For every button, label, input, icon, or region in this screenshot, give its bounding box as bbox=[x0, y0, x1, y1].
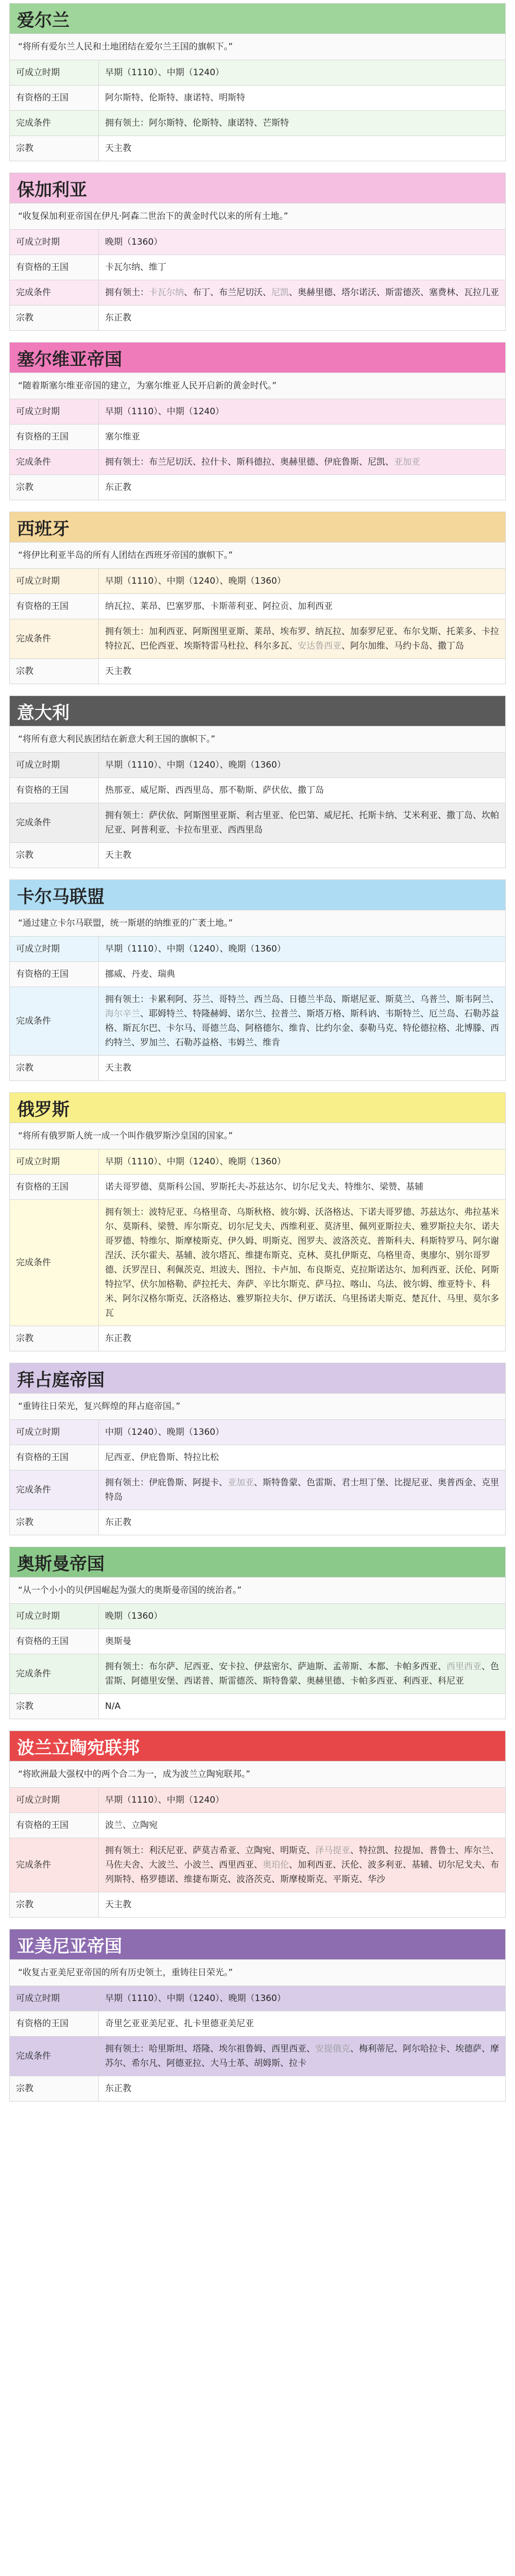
territory-text: 、阿尔加维、马约卡岛、撒丁岛 bbox=[341, 641, 464, 651]
territory-muted: 奥珀伦 bbox=[263, 1860, 289, 1870]
row-value bbox=[99, 987, 506, 1056]
row-value bbox=[99, 1838, 506, 1892]
row-value: 东正教 bbox=[99, 2076, 506, 2102]
territory-text: 、奥赫里德、塔尔诺沃、斯雷德茨、塞费林、瓦拉几亚 bbox=[289, 287, 499, 298]
nation-info-table bbox=[10, 60, 505, 161]
table-row bbox=[10, 60, 505, 86]
nation-motto: “通过建立卡尔马联盟，统一斯堪的纳维亚的广袤土地。” bbox=[10, 910, 505, 936]
row-label: 可成立时期 bbox=[10, 399, 99, 425]
table-row bbox=[10, 1510, 505, 1535]
row-value-prefix: 拥有领土： bbox=[105, 626, 149, 637]
row-value: 阿尔斯特、伦斯特、康诺特、明斯特 bbox=[99, 86, 506, 111]
nation-info-table bbox=[10, 1787, 505, 1917]
territory-text: 布尔萨、尼西亚、安卡拉、伊兹密尔、萨迪斯、孟蒂斯、本都、卡帕多西亚、 bbox=[149, 1662, 447, 1672]
territory-muted: 尼凯 bbox=[271, 287, 289, 298]
row-label: 完成条件 bbox=[10, 450, 99, 475]
table-row bbox=[10, 1200, 505, 1326]
row-value-prefix: 拥有领土： bbox=[105, 287, 149, 298]
table-row bbox=[10, 2037, 505, 2076]
nation-info-table bbox=[10, 568, 505, 684]
nation-section bbox=[9, 1547, 506, 1719]
territory-muted: 亚加亚 bbox=[228, 1478, 254, 1488]
table-row bbox=[10, 1654, 505, 1694]
table-row bbox=[10, 987, 505, 1056]
table-row bbox=[10, 399, 505, 425]
row-label: 宗教 bbox=[10, 1510, 99, 1535]
territory-text: 卡累利阿、芬兰、哥特兰、西兰岛、日德兰半岛、斯堪尼亚、斯莫兰、乌普兰、斯韦阿兰、 bbox=[149, 994, 499, 1005]
table-row bbox=[10, 255, 505, 280]
nation-motto: “将所有俄罗斯人统一成一个叫作俄罗斯沙皇国的国家。” bbox=[10, 1123, 505, 1149]
nation-info-table bbox=[10, 1419, 505, 1535]
row-label: 完成条件 bbox=[10, 111, 99, 136]
row-label: 有资格的王国 bbox=[10, 778, 99, 803]
row-label: 有资格的王国 bbox=[10, 962, 99, 987]
table-row bbox=[10, 136, 505, 161]
table-row bbox=[10, 659, 505, 684]
nation-info-table bbox=[10, 752, 505, 868]
territory-text: 利沃尼亚、萨莫吉希亚、立陶宛、明斯克、 bbox=[149, 1845, 315, 1856]
nation-section bbox=[9, 1363, 506, 1535]
territory-text: 、特拉凯、拉提加、普鲁士、库尔兰、马佐夫舍、大波兰、小波兰、西里西亚、 bbox=[105, 1845, 499, 1870]
row-label: 可成立时期 bbox=[10, 1420, 99, 1445]
territory-text: 哈里斯坦、塔隆、埃尔祖鲁姆、西里西亚、 bbox=[149, 2044, 315, 2054]
table-row bbox=[10, 1470, 505, 1510]
nation-title: 塞尔维亚帝国 bbox=[10, 343, 505, 372]
row-label: 有资格的王国 bbox=[10, 255, 99, 280]
nation-motto: “重铸往日荣光，复兴辉煌的拜占庭帝国。” bbox=[10, 1393, 505, 1419]
row-value bbox=[99, 1654, 506, 1694]
row-label: 完成条件 bbox=[10, 280, 99, 306]
nation-title: 拜占庭帝国 bbox=[10, 1363, 505, 1393]
row-label: 有资格的王国 bbox=[10, 425, 99, 450]
row-value: 天主教 bbox=[99, 659, 506, 684]
row-value: 挪威、丹麦、瑞典 bbox=[99, 962, 506, 987]
row-value: 东正教 bbox=[99, 306, 506, 331]
nation-motto: “随着斯塞尔维亚帝国的建立，为塞尔维亚人民开启新的黄金时代。” bbox=[10, 372, 505, 399]
row-label: 可成立时期 bbox=[10, 753, 99, 778]
row-label: 可成立时期 bbox=[10, 569, 99, 594]
nation-info-table bbox=[10, 1149, 505, 1351]
row-value-prefix: 拥有领土： bbox=[105, 1845, 149, 1856]
nation-section bbox=[9, 1092, 506, 1351]
territory-muted: 西里西亚 bbox=[447, 1662, 482, 1672]
row-label: 宗教 bbox=[10, 306, 99, 331]
row-label: 可成立时期 bbox=[10, 1604, 99, 1629]
nation-section bbox=[9, 512, 506, 684]
row-value bbox=[99, 450, 506, 475]
row-value: 尼西亚、伊庇鲁斯、特拉比松 bbox=[99, 1445, 506, 1470]
table-row bbox=[10, 306, 505, 331]
row-label: 有资格的王国 bbox=[10, 594, 99, 619]
row-label: 宗教 bbox=[10, 843, 99, 868]
row-value bbox=[99, 2037, 506, 2076]
table-row bbox=[10, 1694, 505, 1719]
territory-muted: 亚加亚 bbox=[394, 457, 420, 467]
row-value-prefix: 拥有领土： bbox=[105, 2044, 149, 2054]
nation-title: 亚美尼亚帝国 bbox=[10, 1929, 505, 1959]
territory-text: 、梅利蒂尼、阿尔哈拉卡、埃德萨、摩苏尔、希尔凡、阿德亚拉、大马士革、胡姆斯、拉卡 bbox=[105, 2044, 499, 2069]
row-value: 波兰、立陶宛 bbox=[99, 1813, 506, 1838]
row-label: 有资格的王国 bbox=[10, 1629, 99, 1654]
table-row bbox=[10, 619, 505, 659]
nation-info-table bbox=[10, 1986, 505, 2101]
row-label: 有资格的王国 bbox=[10, 1175, 99, 1200]
nation-section bbox=[9, 3, 506, 161]
row-value: 早期（1110）、中期（1240） bbox=[99, 1788, 506, 1813]
nation-info-table bbox=[10, 936, 505, 1080]
territory-text: 伊庇鲁斯、阿提卡、 bbox=[149, 1478, 228, 1488]
row-label: 宗教 bbox=[10, 1056, 99, 1081]
row-value: 拥有领土：阿尔斯特、伦斯特、康诺特、芒斯特 bbox=[99, 111, 506, 136]
table-row bbox=[10, 1838, 505, 1892]
table-row bbox=[10, 1986, 505, 2011]
row-label: 有资格的王国 bbox=[10, 1445, 99, 1470]
nation-title: 保加利亚 bbox=[10, 173, 505, 203]
row-value: 东正教 bbox=[99, 475, 506, 500]
table-row bbox=[10, 569, 505, 594]
nation-title: 波兰立陶宛联邦 bbox=[10, 1731, 505, 1761]
nation-section bbox=[9, 879, 506, 1081]
table-row bbox=[10, 1175, 505, 1200]
row-value: 天主教 bbox=[99, 1056, 506, 1081]
row-value: 早期（1110）、中期（1240）、晚期（1360） bbox=[99, 1149, 506, 1175]
territory-muted: 海尔辛兰 bbox=[105, 1009, 140, 1019]
row-value: 早期（1110）、中期（1240） bbox=[99, 399, 506, 425]
row-value: 奇里乞亚亚美尼亚、扎卡里德亚美尼亚 bbox=[99, 2011, 506, 2037]
row-value: 拥有领土：萨伏依、阿斯图里亚斯、利古里亚、伦巴第、威尼托、托斯卡纳、艾米利亚、撒丁岛、坎帕尼亚、阿普利亚、卡拉布里亚、西西里岛 bbox=[99, 803, 506, 843]
table-row bbox=[10, 450, 505, 475]
row-label: 宗教 bbox=[10, 475, 99, 500]
table-row bbox=[10, 1149, 505, 1175]
table-row bbox=[10, 753, 505, 778]
row-value: 诺夫哥罗德、莫斯科公国、罗斯托夫-苏兹达尔、切尔尼戈夫、特维尔、梁赞、基辅 bbox=[99, 1175, 506, 1200]
row-value: 天主教 bbox=[99, 1892, 506, 1918]
row-value: 拥有领土：波特尼亚、乌格里奇、乌斯秋格、彼尔姆、沃洛格达、下诺夫哥罗德、苏兹达尔、弗拉基米尔、莫斯科、梁赞、库尔斯克、切尔尼戈夫、西维利亚、莫济里、佩列亚斯拉夫、雅罗斯拉夫尔、诺夫哥罗德、特维尔、斯摩棱斯克、伊久姆、明斯克、图罗夫、波洛茨克、普斯科夫、科斯特罗马、阿尔谢涅沃、沃尔霍夫、基辅、波尔塔瓦、维捷布斯克、克林、莫扎伊斯克、乌格里奇、奥廖尔、别尔哥罗德、沃罗涅日、利佩茨克、坦波夫、图拉、卡卢加、布良斯克、克拉斯诺达尔、加利西亚、沃伦、阿斯特拉罕、伏尔加格勒、萨拉托夫、奔萨、辛比尔斯克、萨马拉、喀山、乌法、彼尔姆、维亚特卡、科米、阿尔汉格尔斯克、沃洛格达、雅罗斯拉夫尔、伊万诺沃、乌里扬诺夫斯克、楚瓦什、马里、莫尔多瓦 bbox=[99, 1200, 506, 1326]
table-row bbox=[10, 843, 505, 868]
row-label: 完成条件 bbox=[10, 1838, 99, 1892]
table-row bbox=[10, 1420, 505, 1445]
territory-muted: 安提俄克 bbox=[315, 2044, 350, 2054]
row-value: 早期（1110）、中期（1240）、晚期（1360） bbox=[99, 937, 506, 962]
row-value-prefix: 拥有领土： bbox=[105, 1662, 149, 1672]
row-value: 晚期（1360） bbox=[99, 230, 506, 255]
territory-muted: 泽马提亚 bbox=[315, 1845, 350, 1856]
nation-info-table bbox=[10, 399, 505, 500]
row-value: 卡瓦尔纳、维丁 bbox=[99, 255, 506, 280]
row-value: 纳瓦拉、莱昂、巴塞罗那、卡斯蒂利亚、阿拉贡、加利西亚 bbox=[99, 594, 506, 619]
table-row bbox=[10, 425, 505, 450]
row-label: 完成条件 bbox=[10, 1654, 99, 1694]
row-value: 东正教 bbox=[99, 1510, 506, 1535]
row-label: 宗教 bbox=[10, 1892, 99, 1918]
nation-motto: “将所有意大利民族团结在新意大利王国的旗帜下。” bbox=[10, 726, 505, 752]
table-row bbox=[10, 2011, 505, 2037]
row-label: 宗教 bbox=[10, 2076, 99, 2102]
row-value-prefix: 拥有领土： bbox=[105, 1478, 149, 1488]
table-row bbox=[10, 475, 505, 500]
row-label: 完成条件 bbox=[10, 1470, 99, 1510]
nation-section bbox=[9, 696, 506, 868]
nation-section bbox=[9, 1731, 506, 1918]
row-label: 完成条件 bbox=[10, 803, 99, 843]
nation-motto: “收复古亚美尼亚帝国的所有历史领土，重铸往日荣光。” bbox=[10, 1959, 505, 1986]
table-row bbox=[10, 230, 505, 255]
row-value-prefix: 拥有领土： bbox=[105, 994, 149, 1005]
nation-title: 奥斯曼帝国 bbox=[10, 1547, 505, 1577]
nation-motto: “收复保加利亚帝国在伊凡·阿森二世治下的黄金时代以来的所有土地。” bbox=[10, 203, 505, 229]
nation-section bbox=[9, 342, 506, 500]
row-value bbox=[99, 280, 506, 306]
row-value: 天主教 bbox=[99, 136, 506, 161]
territory-text: 加利西亚、阿斯图里亚斯、莱昂、埃布罗、纳瓦拉、加泰罗尼亚、布尔戈斯、托莱多、卡拉特拉瓦、巴伦西亚、埃斯特雷马杜拉、科尔多瓦、 bbox=[105, 626, 499, 651]
row-label: 完成条件 bbox=[10, 619, 99, 659]
nation-motto: “将伊比利亚半岛的所有人团结在西班牙帝国的旗帜下。” bbox=[10, 542, 505, 568]
row-label: 可成立时期 bbox=[10, 937, 99, 962]
row-label: 宗教 bbox=[10, 1694, 99, 1719]
table-row bbox=[10, 1326, 505, 1351]
row-value: 晚期（1360） bbox=[99, 1604, 506, 1629]
territory-text: 、色雷斯、阿德里安堡、西诺普、斯雷德茨、斯特鲁蒙、奥赫里德、卡帕多西亚、利西亚、科尼亚 bbox=[105, 1662, 499, 1686]
table-row bbox=[10, 2076, 505, 2102]
nation-title: 俄罗斯 bbox=[10, 1093, 505, 1123]
row-value: N/A bbox=[99, 1694, 506, 1719]
row-label: 可成立时期 bbox=[10, 60, 99, 86]
row-label: 宗教 bbox=[10, 1326, 99, 1351]
table-row bbox=[10, 778, 505, 803]
nation-info-table bbox=[10, 229, 505, 330]
nation-title: 西班牙 bbox=[10, 512, 505, 542]
row-value: 早期（1110）、中期（1240）、晚期（1360） bbox=[99, 1986, 506, 2011]
row-value: 塞尔维亚 bbox=[99, 425, 506, 450]
table-row bbox=[10, 962, 505, 987]
row-value-prefix: 拥有领土： bbox=[105, 457, 149, 467]
row-label: 宗教 bbox=[10, 136, 99, 161]
table-row bbox=[10, 594, 505, 619]
row-label: 可成立时期 bbox=[10, 1986, 99, 2011]
table-row bbox=[10, 280, 505, 306]
nation-title: 卡尔马联盟 bbox=[10, 880, 505, 910]
row-value: 热那亚、威尼斯、西西里岛、那不勒斯、萨伏依、撒丁岛 bbox=[99, 778, 506, 803]
table-row bbox=[10, 1892, 505, 1918]
table-row bbox=[10, 1056, 505, 1081]
row-label: 可成立时期 bbox=[10, 1149, 99, 1175]
row-label: 宗教 bbox=[10, 659, 99, 684]
row-value: 东正教 bbox=[99, 1326, 506, 1351]
row-value: 奥斯曼 bbox=[99, 1629, 506, 1654]
nation-motto: “将欧洲最大强权中的两个合二为一，成为波兰立陶宛联邦。” bbox=[10, 1761, 505, 1787]
row-value: 早期（1110）、中期（1240） bbox=[99, 60, 506, 86]
territory-text: 、布丁、布兰尼切沃、 bbox=[184, 287, 271, 298]
territory-text: 、斯特鲁蒙、色雷斯、君士坦丁堡、比提尼亚、奥普西金、克里特岛 bbox=[105, 1478, 499, 1502]
row-label: 有资格的王国 bbox=[10, 2011, 99, 2037]
row-value: 中期（1240）、晚期（1360） bbox=[99, 1420, 506, 1445]
table-row bbox=[10, 1813, 505, 1838]
nation-section bbox=[9, 173, 506, 331]
territory-text: 布兰尼切沃、拉什卡、斯科德拉、奥赫里德、伊庇鲁斯、尼凯、 bbox=[149, 457, 394, 467]
territory-muted: 安达鲁西亚 bbox=[298, 641, 341, 651]
nation-info-table bbox=[10, 1603, 505, 1719]
table-row bbox=[10, 1445, 505, 1470]
row-value: 天主教 bbox=[99, 843, 506, 868]
row-label: 有资格的王国 bbox=[10, 1813, 99, 1838]
nation-motto: “从一个小小的贝伊国崛起为强大的奥斯曼帝国的统治者。” bbox=[10, 1577, 505, 1603]
table-row bbox=[10, 1788, 505, 1813]
table-row bbox=[10, 1629, 505, 1654]
row-label: 有资格的王国 bbox=[10, 86, 99, 111]
row-value: 早期（1110）、中期（1240）、晚期（1360） bbox=[99, 569, 506, 594]
row-label: 完成条件 bbox=[10, 2037, 99, 2076]
row-label: 可成立时期 bbox=[10, 1788, 99, 1813]
table-row bbox=[10, 1604, 505, 1629]
row-value bbox=[99, 619, 506, 659]
row-value bbox=[99, 1470, 506, 1510]
row-label: 可成立时期 bbox=[10, 230, 99, 255]
nation-title: 爱尔兰 bbox=[10, 4, 505, 33]
row-value: 早期（1110）、中期（1240）、晚期（1360） bbox=[99, 753, 506, 778]
territory-text: 、加利西亚、沃伦、波多利亚、基辅、切尔尼戈夫、布列斯特、格罗德诺、维捷布斯克、波洛茨克、斯摩棱斯克、平斯克、华沙 bbox=[105, 1860, 499, 1885]
table-row bbox=[10, 937, 505, 962]
row-label: 完成条件 bbox=[10, 1200, 99, 1326]
nation-section bbox=[9, 1929, 506, 2102]
row-label: 完成条件 bbox=[10, 987, 99, 1056]
nation-motto: “将所有爱尔兰人民和土地团结在爱尔兰王国的旗帜下。” bbox=[10, 33, 505, 60]
territory-text: 、耶姆特兰、特隆赫姆、诺尔兰、拉普兰、斯塔万格、斯科讷、韦斯特兰、厄兰岛、石勒苏益格、斯瓦尔巴、卡尔马、哥德兰岛、阿格德尔、维肯、比约尔金、泰勒马克、特伦德拉格、北博滕、西约特兰、罗加兰、石勒苏益格、韦姆兰、维肯 bbox=[105, 1009, 499, 1048]
table-row bbox=[10, 803, 505, 843]
table-row bbox=[10, 86, 505, 111]
table-row bbox=[10, 111, 505, 136]
territory-muted: 卡瓦尔纳 bbox=[149, 287, 184, 298]
nation-title: 意大利 bbox=[10, 696, 505, 726]
